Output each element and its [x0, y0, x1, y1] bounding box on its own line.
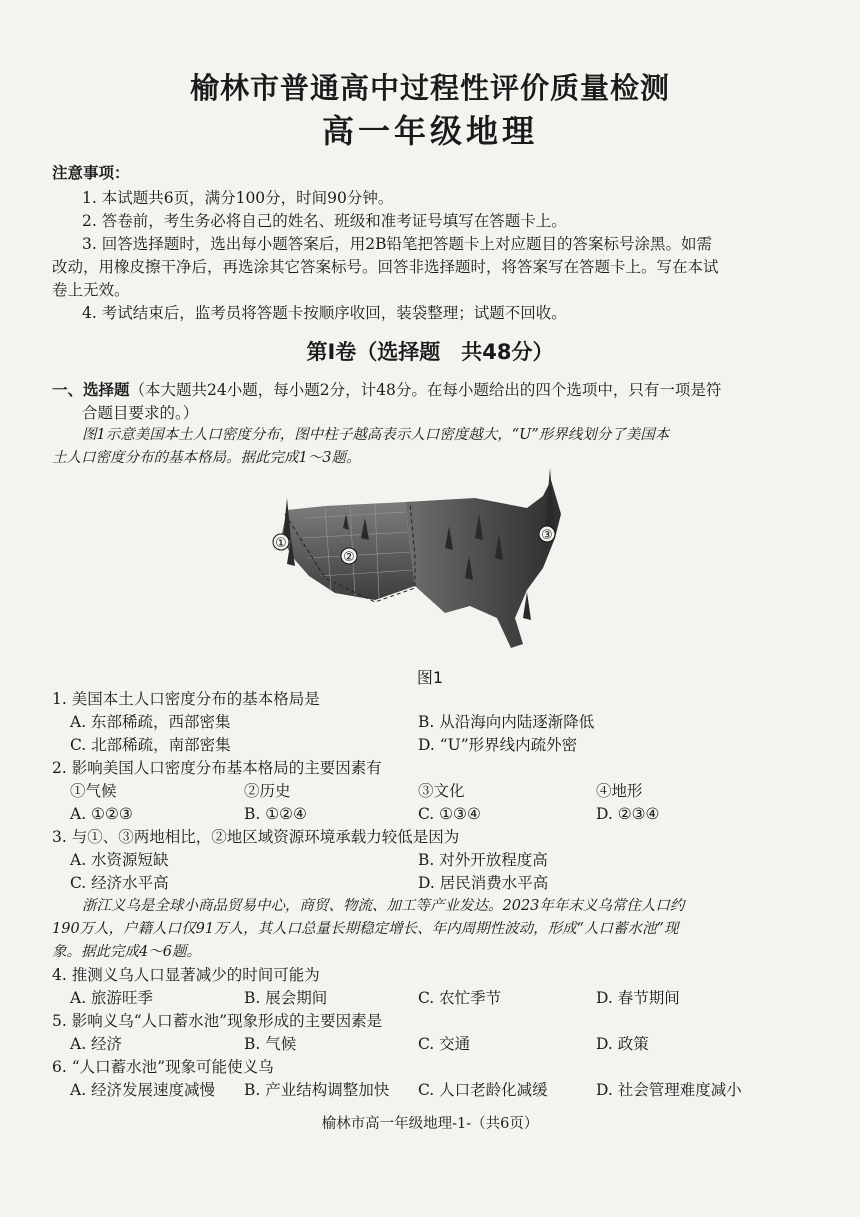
question-4-stem: 4. 推测义乌人口显著减少的时间可能为	[52, 966, 320, 984]
notice-item-1: 1. 本试题共6页，满分100分，时间90分钟。	[82, 189, 394, 207]
question-1-stem: 1. 美国本土人口密度分布的基本格局是	[52, 690, 320, 708]
q5-option-c: C. 交通	[418, 1035, 471, 1053]
q6-option-d: D. 社会管理难度减小	[596, 1081, 742, 1099]
notice-item-4: 4. 考试结束后，监考员将答题卡按顺序收回，装袋整理；试题不回收。	[82, 304, 567, 322]
section-desc-b: 合题目要求的。）	[82, 404, 199, 422]
q2-option-d: D. ②③④	[596, 805, 660, 823]
intro1-line2: 土人口密度分布的基本格局。据此完成1～3题。	[52, 450, 361, 466]
q4-option-d: D. 春节期间	[596, 989, 680, 1007]
q6-option-c: C. 人口老龄化减缓	[418, 1081, 548, 1099]
q6-option-a: A. 经济发展速度减慢	[70, 1081, 216, 1099]
notice-item-3-cont: 改动，用橡皮擦干净后，再选涂其它答案标号。回答非选择题时，将答案写在答题卡上。写在本试	[52, 258, 719, 276]
q1-option-d: D. “U”形界线内疏外密	[418, 736, 578, 754]
exam-title: 榆林市普通高中过程性评价质量检测	[189, 71, 670, 105]
exam-subtitle: 高一年级地理	[321, 112, 538, 150]
q2-option-c: C. ①③④	[418, 805, 481, 823]
marker-2: ②	[343, 550, 355, 565]
section-title: 第Ⅰ卷（选择题 共48分）	[306, 340, 554, 364]
intro2-line3: 象。据此完成4～6题。	[52, 944, 201, 960]
q1-option-a: A. 东部稀疏，西部密集	[70, 713, 231, 731]
section-desc	[52, 379, 721, 401]
q2-factor-4: ④地形	[596, 782, 643, 800]
question-5-stem: 5. 影响义乌“人口蓄水池”现象形成的主要因素是	[52, 1012, 383, 1030]
q3-option-b: B. 对外开放程度高	[418, 851, 548, 869]
q2-factor-1: ①气候	[70, 782, 117, 800]
figure-caption: 图1	[416, 668, 444, 687]
notice-item-3: 3. 回答选择题时，选出每小题答案后，用2B铅笔把答题卡上对应题目的答案标号涂黑。如需	[82, 235, 712, 253]
us-population-density-map	[265, 468, 595, 666]
q3-option-a: A. 水资源短缺	[70, 851, 169, 869]
notice-item-2: 2. 答卷前，考生务必将自己的姓名、班级和准考证号填写在答题卡上。	[82, 212, 567, 230]
page-footer: 榆林市高一年级地理-1-（共6页）	[321, 1116, 539, 1132]
q4-option-c: C. 农忙季节	[418, 989, 502, 1007]
marker-1: ①	[275, 536, 287, 551]
marker-3: ③	[541, 528, 553, 543]
q3-option-c: C. 经济水平高	[70, 874, 169, 892]
q2-option-a: A. ①②③	[70, 805, 133, 823]
q2-factor-3: ③文化	[418, 782, 465, 800]
q1-option-c: C. 北部稀疏，南部密集	[70, 736, 231, 754]
q2-option-b: B. ①②④	[244, 805, 307, 823]
q2-factor-2: ②历史	[244, 782, 291, 800]
q4-option-b: B. 展会期间	[244, 989, 328, 1007]
q6-option-b: B. 产业结构调整加快	[244, 1081, 390, 1099]
intro1-line1: 图1示意美国本土人口密度分布，图中柱子越高表示人口密度越大，“U”形界线划分了美国本	[82, 427, 670, 443]
q5-option-b: B. 气候	[244, 1035, 297, 1053]
q1-option-b: B. 从沿海向内陆逐渐降低	[418, 713, 595, 731]
intro2-line2: 190万人，户籍人口仅91万人，其人口总量长期稳定增长、年内周期性波动，形成“人口蓄水池”现	[52, 921, 679, 937]
notice-item-3-end: 卷上无效。	[52, 281, 130, 299]
question-2-stem: 2. 影响美国人口密度分布基本格局的主要因素有	[52, 759, 382, 777]
q3-option-d: D. 居民消费水平高	[418, 874, 549, 892]
section-label: 一、选择题	[52, 381, 130, 399]
intro2-line1: 浙江义乌是全球小商品贸易中心，商贸、物流、加工等产业发达。2023年年末义乌常住人口约	[82, 898, 685, 914]
q5-option-d: D. 政策	[596, 1035, 649, 1053]
notice-heading: 注意事项：	[52, 164, 130, 182]
q4-option-a: A. 旅游旺季	[70, 989, 154, 1007]
map-east-region	[405, 480, 561, 648]
q5-option-a: A. 经济	[70, 1035, 123, 1053]
section-desc-a: （本大题共24小题，每小题2分，计48分。在每小题给出的四个选项中，只有一项是符	[129, 381, 722, 399]
question-6-stem: 6. “人口蓄水池”现象可能使义乌	[52, 1058, 274, 1076]
question-3-stem: 3. 与①、③两地相比，②地区域资源环境承载力较低是因为	[52, 828, 460, 846]
